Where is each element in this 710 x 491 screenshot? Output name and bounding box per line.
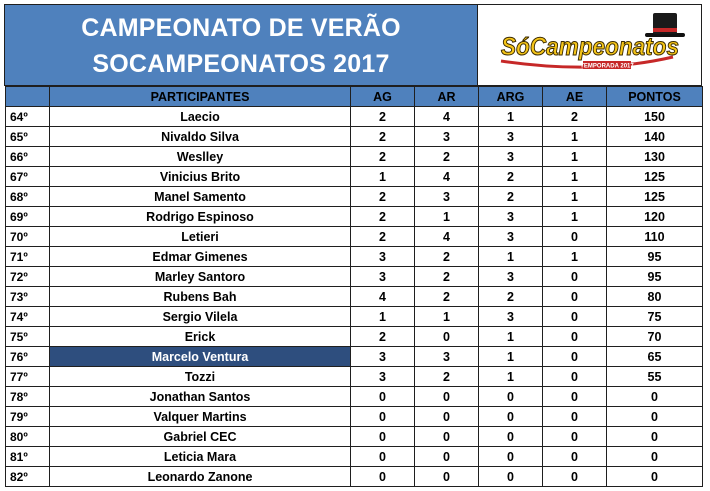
ag-cell: 1: [351, 307, 415, 327]
pontos-cell: 75: [607, 307, 703, 327]
pontos-cell: 0: [607, 447, 703, 467]
ae-cell: 0: [543, 347, 607, 367]
ag-cell: 0: [351, 387, 415, 407]
participant-cell: Manel Samento: [50, 187, 351, 207]
position-cell: 73º: [6, 287, 50, 307]
column-header-arg: ARG: [479, 87, 543, 107]
participant-cell: Tozzi: [50, 367, 351, 387]
participant-cell: Edmar Gimenes: [50, 247, 351, 267]
pontos-cell: 140: [607, 127, 703, 147]
table-row: [6, 427, 703, 447]
table-row: [6, 327, 703, 347]
pontos-cell: 150: [607, 107, 703, 127]
position-cell: 65º: [6, 127, 50, 147]
table-row: [6, 267, 703, 287]
ar-cell: 0: [415, 407, 479, 427]
title-box: [5, 5, 478, 85]
arg-cell: 3: [479, 227, 543, 247]
participant-cell: Nivaldo Silva: [50, 127, 351, 147]
ae-cell: 0: [543, 387, 607, 407]
ae-cell: 0: [543, 447, 607, 467]
arg-cell: 1: [479, 247, 543, 267]
ar-cell: 1: [415, 207, 479, 227]
participant-cell: Leticia Mara: [50, 447, 351, 467]
arg-cell: 1: [479, 367, 543, 387]
participant-cell: Sergio Vilela: [50, 307, 351, 327]
ae-cell: 0: [543, 467, 607, 487]
position-cell: 78º: [6, 387, 50, 407]
ae-cell: 0: [543, 367, 607, 387]
pontos-cell: 0: [607, 407, 703, 427]
ag-cell: 3: [351, 267, 415, 287]
ag-cell: 0: [351, 427, 415, 447]
participant-cell: Marley Santoro: [50, 267, 351, 287]
pontos-cell: 95: [607, 247, 703, 267]
table-row: [6, 347, 703, 367]
position-cell: 70º: [6, 227, 50, 247]
position-cell: 74º: [6, 307, 50, 327]
ar-cell: 0: [415, 387, 479, 407]
position-cell: 66º: [6, 147, 50, 167]
ar-cell: 0: [415, 467, 479, 487]
ag-cell: 4: [351, 287, 415, 307]
ae-cell: 0: [543, 407, 607, 427]
ar-cell: 4: [415, 107, 479, 127]
participant-cell: Valquer Martins: [50, 407, 351, 427]
pontos-cell: 120: [607, 207, 703, 227]
table-row: [6, 187, 703, 207]
participant-cell: Rodrigo Espinoso: [50, 207, 351, 227]
column-header-pontos: PONTOS: [607, 87, 703, 107]
table-row: [6, 387, 703, 407]
arg-cell: 2: [479, 167, 543, 187]
position-cell: 81º: [6, 447, 50, 467]
pontos-cell: 0: [607, 427, 703, 447]
ar-cell: 3: [415, 347, 479, 367]
arg-cell: 0: [479, 447, 543, 467]
title-line-1: CAMPEONATO DE VERÃO: [81, 14, 401, 42]
ae-cell: 0: [543, 267, 607, 287]
pontos-cell: 65: [607, 347, 703, 367]
pontos-cell: 125: [607, 187, 703, 207]
ar-cell: 2: [415, 367, 479, 387]
arg-cell: 0: [479, 407, 543, 427]
ar-cell: 2: [415, 247, 479, 267]
participant-cell: Vinicius Brito: [50, 167, 351, 187]
arg-cell: 3: [479, 207, 543, 227]
arg-cell: 2: [479, 187, 543, 207]
participant-cell: Jonathan Santos: [50, 387, 351, 407]
ag-cell: 3: [351, 247, 415, 267]
ag-cell: 1: [351, 167, 415, 187]
table-row: [6, 247, 703, 267]
pontos-cell: 0: [607, 387, 703, 407]
table-row: [6, 287, 703, 307]
position-cell: 79º: [6, 407, 50, 427]
ae-cell: 1: [543, 127, 607, 147]
table-row: [6, 467, 703, 487]
ag-cell: 3: [351, 367, 415, 387]
pontos-cell: 0: [607, 467, 703, 487]
participant-cell: Laecio: [50, 107, 351, 127]
arg-cell: 2: [479, 287, 543, 307]
participant-cell: Marcelo Ventura: [50, 347, 351, 367]
svg-text:SóCampeonatos: SóCampeonatos: [501, 33, 680, 61]
position-cell: 68º: [6, 187, 50, 207]
ar-cell: 4: [415, 227, 479, 247]
pontos-cell: 80: [607, 287, 703, 307]
table-row: [6, 167, 703, 187]
position-cell: 72º: [6, 267, 50, 287]
participant-cell: Erick: [50, 327, 351, 347]
position-cell: 80º: [6, 427, 50, 447]
ae-cell: 1: [543, 247, 607, 267]
ar-cell: 2: [415, 267, 479, 287]
table-row: [6, 207, 703, 227]
ag-cell: 0: [351, 407, 415, 427]
pontos-cell: 95: [607, 267, 703, 287]
pontos-cell: 130: [607, 147, 703, 167]
ag-cell: 3: [351, 347, 415, 367]
position-cell: 69º: [6, 207, 50, 227]
ar-cell: 0: [415, 427, 479, 447]
arg-cell: 3: [479, 267, 543, 287]
logo-tagline: TEMPORADA 2017: [580, 63, 634, 70]
position-cell: 82º: [6, 467, 50, 487]
ar-cell: 3: [415, 187, 479, 207]
ar-cell: 2: [415, 147, 479, 167]
arg-cell: 3: [479, 307, 543, 327]
ar-cell: 0: [415, 327, 479, 347]
position-cell: 64º: [6, 107, 50, 127]
arg-cell: 1: [479, 107, 543, 127]
table-row: [6, 447, 703, 467]
column-header-participantes: PARTICIPANTES: [50, 87, 351, 107]
title-line-2: SOCAMPEONATOS 2017: [92, 50, 390, 78]
ae-cell: 0: [543, 327, 607, 347]
ag-cell: 2: [351, 207, 415, 227]
socampeonatos-logo: [495, 11, 695, 79]
table-row: [6, 107, 703, 127]
pontos-cell: 125: [607, 167, 703, 187]
table-header-row: [6, 87, 703, 107]
ag-cell: 2: [351, 187, 415, 207]
arg-cell: 1: [479, 347, 543, 367]
ae-cell: 0: [543, 307, 607, 327]
column-header-ar: AR: [415, 87, 479, 107]
ag-cell: 2: [351, 327, 415, 347]
position-cell: 76º: [6, 347, 50, 367]
ag-cell: 2: [351, 147, 415, 167]
table-row: [6, 227, 703, 247]
ag-cell: 0: [351, 447, 415, 467]
arg-cell: 3: [479, 147, 543, 167]
position-cell: 71º: [6, 247, 50, 267]
ae-cell: 0: [543, 287, 607, 307]
arg-cell: 0: [479, 467, 543, 487]
ae-cell: 1: [543, 207, 607, 227]
ar-cell: 1: [415, 307, 479, 327]
participant-cell: Leonardo Zanone: [50, 467, 351, 487]
position-cell: 67º: [6, 167, 50, 187]
table-row: [6, 307, 703, 327]
table-body: [6, 107, 703, 487]
position-cell: 77º: [6, 367, 50, 387]
ae-cell: 2: [543, 107, 607, 127]
ae-cell: 0: [543, 427, 607, 447]
ag-cell: 0: [351, 467, 415, 487]
table-row: [6, 147, 703, 167]
ar-cell: 4: [415, 167, 479, 187]
table-row: [6, 367, 703, 387]
table-row: [6, 127, 703, 147]
column-header-ae: AE: [543, 87, 607, 107]
ae-cell: 1: [543, 187, 607, 207]
participant-cell: Weslley: [50, 147, 351, 167]
ar-cell: 3: [415, 127, 479, 147]
ar-cell: 2: [415, 287, 479, 307]
pontos-cell: 55: [607, 367, 703, 387]
pontos-cell: 70: [607, 327, 703, 347]
ag-cell: 2: [351, 227, 415, 247]
column-header-ag: AG: [351, 87, 415, 107]
arg-cell: 1: [479, 327, 543, 347]
ag-cell: 2: [351, 107, 415, 127]
ae-cell: 1: [543, 147, 607, 167]
column-header-position: [6, 87, 50, 107]
arg-cell: 0: [479, 387, 543, 407]
pontos-cell: 110: [607, 227, 703, 247]
table-row: [6, 407, 703, 427]
participant-cell: Rubens Bah: [50, 287, 351, 307]
participant-cell: Gabriel CEC: [50, 427, 351, 447]
ae-cell: 1: [543, 167, 607, 187]
arg-cell: 3: [479, 127, 543, 147]
position-cell: 75º: [6, 327, 50, 347]
header: [4, 4, 702, 86]
ar-cell: 0: [415, 447, 479, 467]
arg-cell: 0: [479, 427, 543, 447]
ranking-table: [5, 86, 703, 487]
ag-cell: 2: [351, 127, 415, 147]
ae-cell: 0: [543, 227, 607, 247]
participant-cell: Letieri: [50, 227, 351, 247]
